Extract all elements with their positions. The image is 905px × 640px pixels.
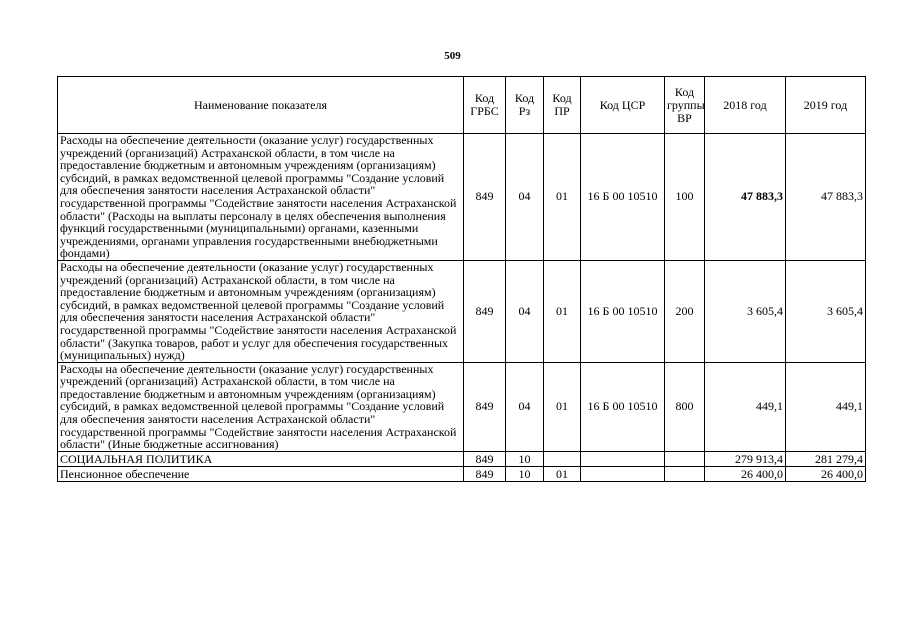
header-vr: Код группы ВР: [665, 77, 705, 134]
row-name: Расходы на обеспечение деятельности (оказание услуг) государственных учреждений (организаций) Астраханской области, в том числе на предоставление бюджетным и автономным учреждениям (организациям) субсидий, в рамках ведомственной целевой программы "Создание условий для обеспечения занятости населения Астраханской области" государственной программы "Содействие занятости населения Астраханской области" (Расходы на выплаты персоналу в целях обеспечения выполнения функций государственными (муниципальными) органами, казенными учреждениями, органами управления государственными внебюджетными фондами): [58, 134, 464, 261]
table-row: [58, 362, 866, 451]
page-number: 509: [444, 50, 461, 62]
row-2019: 26 400,0: [786, 466, 866, 481]
row-2019: 281 279,4: [786, 451, 866, 466]
row-name: Расходы на обеспечение деятельности (оказание услуг) государственных учреждений (организаций) Астраханской области, в том числе на предоставление бюджетным и автономным учреждениям (организациям) субсидий, в рамках ведомственной целевой программы "Создание условий для обеспечения занятости населения Астраханской области" государственной программы "Содействие занятости населения Астраханской области" (Закупка товаров, работ и услуг для обеспечения государственных (муниципальных) нужд): [58, 260, 464, 362]
row-rz: 04: [506, 260, 544, 362]
row-name: Расходы на обеспечение деятельности (оказание услуг) государственных учреждений (организаций) Астраханской области, в том числе на предоставление бюджетным и автономным учреждениям (организациям) субсидий, в рамках ведомственной целевой программы "Создание условий для обеспечения занятости населения Астраханской области" государственной программы "Содействие занятости населения Астраханской области" (Иные бюджетные ассигнования): [58, 362, 464, 451]
row-rz: 10: [506, 451, 544, 466]
row-pr: 01: [544, 134, 581, 261]
row-vr: [665, 466, 705, 481]
row-2019: 47 883,3: [786, 134, 866, 261]
row-pr: 01: [544, 362, 581, 451]
row-2018: 26 400,0: [705, 466, 786, 481]
row-csr: [581, 466, 665, 481]
row-pr: [544, 451, 581, 466]
header-grbs: Код ГРБС: [464, 77, 506, 134]
row-pr: 01: [544, 466, 581, 481]
row-vr: 100: [665, 134, 705, 261]
row-2018: 3 605,4: [705, 260, 786, 362]
header-name: Наименование показателя: [58, 77, 464, 134]
table-row: [58, 451, 866, 466]
row-vr: [665, 451, 705, 466]
header-2018: 2018 год: [705, 77, 786, 134]
table-row: [58, 260, 866, 362]
table-header-row: [58, 77, 866, 134]
table-row: [58, 466, 866, 481]
row-csr: [581, 451, 665, 466]
row-2019: 3 605,4: [786, 260, 866, 362]
row-rz: 10: [506, 466, 544, 481]
row-grbs: 849: [464, 134, 506, 261]
row-grbs: 849: [464, 451, 506, 466]
row-csr: 16 Б 00 10510: [581, 134, 665, 261]
row-grbs: 849: [464, 466, 506, 481]
row-rz: 04: [506, 362, 544, 451]
row-csr: 16 Б 00 10510: [581, 362, 665, 451]
header-2019: 2019 год: [786, 77, 866, 134]
row-vr: 800: [665, 362, 705, 451]
budget-table: [57, 76, 866, 482]
row-csr: 16 Б 00 10510: [581, 260, 665, 362]
row-2019: 449,1: [786, 362, 866, 451]
table-row: [58, 134, 866, 261]
header-pr: Код ПР: [544, 77, 581, 134]
row-2018: 279 913,4: [705, 451, 786, 466]
row-name: СОЦИАЛЬНАЯ ПОЛИТИКА: [58, 451, 464, 466]
row-name: Пенсионное обеспечение: [58, 466, 464, 481]
row-grbs: 849: [464, 260, 506, 362]
header-csr: Код ЦСР: [581, 77, 665, 134]
row-rz: 04: [506, 134, 544, 261]
row-pr: 01: [544, 260, 581, 362]
row-2018: 449,1: [705, 362, 786, 451]
row-grbs: 849: [464, 362, 506, 451]
header-rz: Код Рз: [506, 77, 544, 134]
row-2018: 47 883,3: [705, 134, 786, 261]
row-vr: 200: [665, 260, 705, 362]
